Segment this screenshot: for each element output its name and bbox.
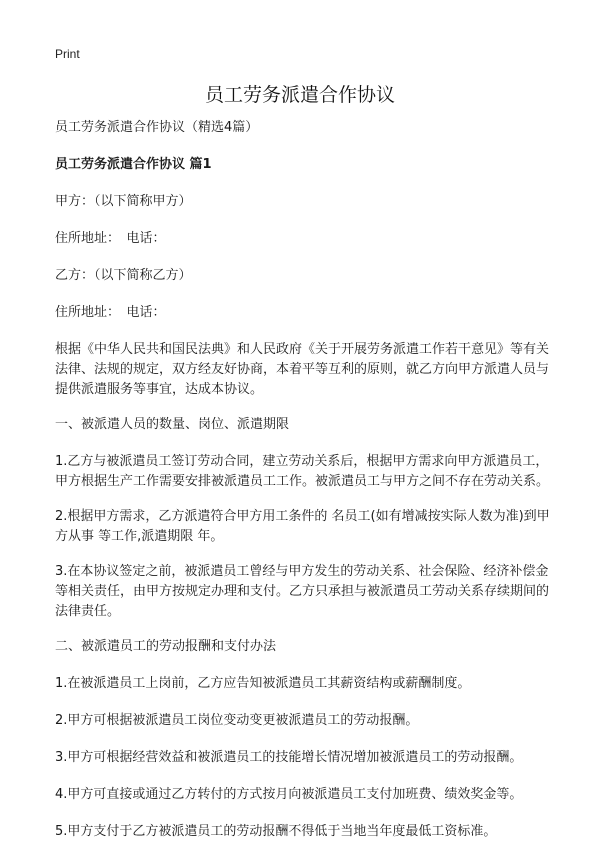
- paragraph: 甲方：（以下简称甲方）: [55, 194, 192, 209]
- clause-heading: 二、被派遣员工的劳动报酬和支付办法: [55, 639, 277, 654]
- paragraph: 住所地址： 电话：: [55, 305, 166, 320]
- print-link[interactable]: Print: [55, 47, 80, 61]
- section-heading: 员工劳务派遣合作协议 篇1: [55, 157, 212, 172]
- paragraph: 根据《中华人民共和国民法典》和人民政府《关于开展劳务派遣工作若干意见》等有关法律、法规的规定，双方经友好协商，本着平等互利的原则，就乙方向甲方派遣人员与提供派遣服务等事宜，达成本协议。: [55, 342, 550, 397]
- paragraph: 5.甲方支付于乙方被派遣员工的劳动报酬不得低于当地当年度最低工资标准。: [55, 824, 497, 839]
- paragraph: 2.甲方可根据被派遣员工岗位变动变更被派遣员工的劳动报酬。: [55, 713, 419, 728]
- clause-heading: 一、被派遣人员的数量、岗位、派遣期限: [55, 417, 290, 432]
- paragraph: 3.甲方可根据经营效益和被派遣员工的技能增长情况增加被派遣员工的劳动报酬。: [55, 750, 523, 765]
- paragraph: 4.甲方可直接或通过乙方转付的方式按月向被派遣员工支付加班费、绩效奖金等。: [55, 787, 523, 802]
- paragraph: 住所地址： 电话：: [55, 231, 166, 246]
- paragraph: 2.根据甲方需求，乙方派遣符合甲方用工条件的 名员工(如有增减按实际人数为准)到甲方从事 等工作,派遣期限 年。: [55, 509, 550, 544]
- paragraph: 3.在本协议签定之前，被派遣员工曾经与甲方发生的劳动关系、社会保险、经济补偿金等相关责任，由甲方按规定办理和支付。乙方只承担与被派遣员工劳动关系存续期间的法律责任。: [55, 564, 550, 619]
- paragraph: 1.乙方与被派遣员工签订劳动合同，建立劳动关系后，根据甲方需求向甲方派遣员工，甲方根据生产工作需要安排被派遣员工工作。被派遣员工与甲方之间不存在劳动关系。: [55, 454, 550, 489]
- document-body: [55, 118, 550, 859]
- document-subtitle: 员工劳务派遣合作协议（精选4篇）: [55, 120, 259, 135]
- document-title: 员工劳务派遣合作协议: [204, 84, 395, 106]
- paragraph: 1.在被派遣员工上岗前，乙方应告知被派遣员工其薪资结构或薪酬制度。: [55, 676, 471, 691]
- paragraph: 乙方：（以下简称乙方）: [55, 268, 192, 283]
